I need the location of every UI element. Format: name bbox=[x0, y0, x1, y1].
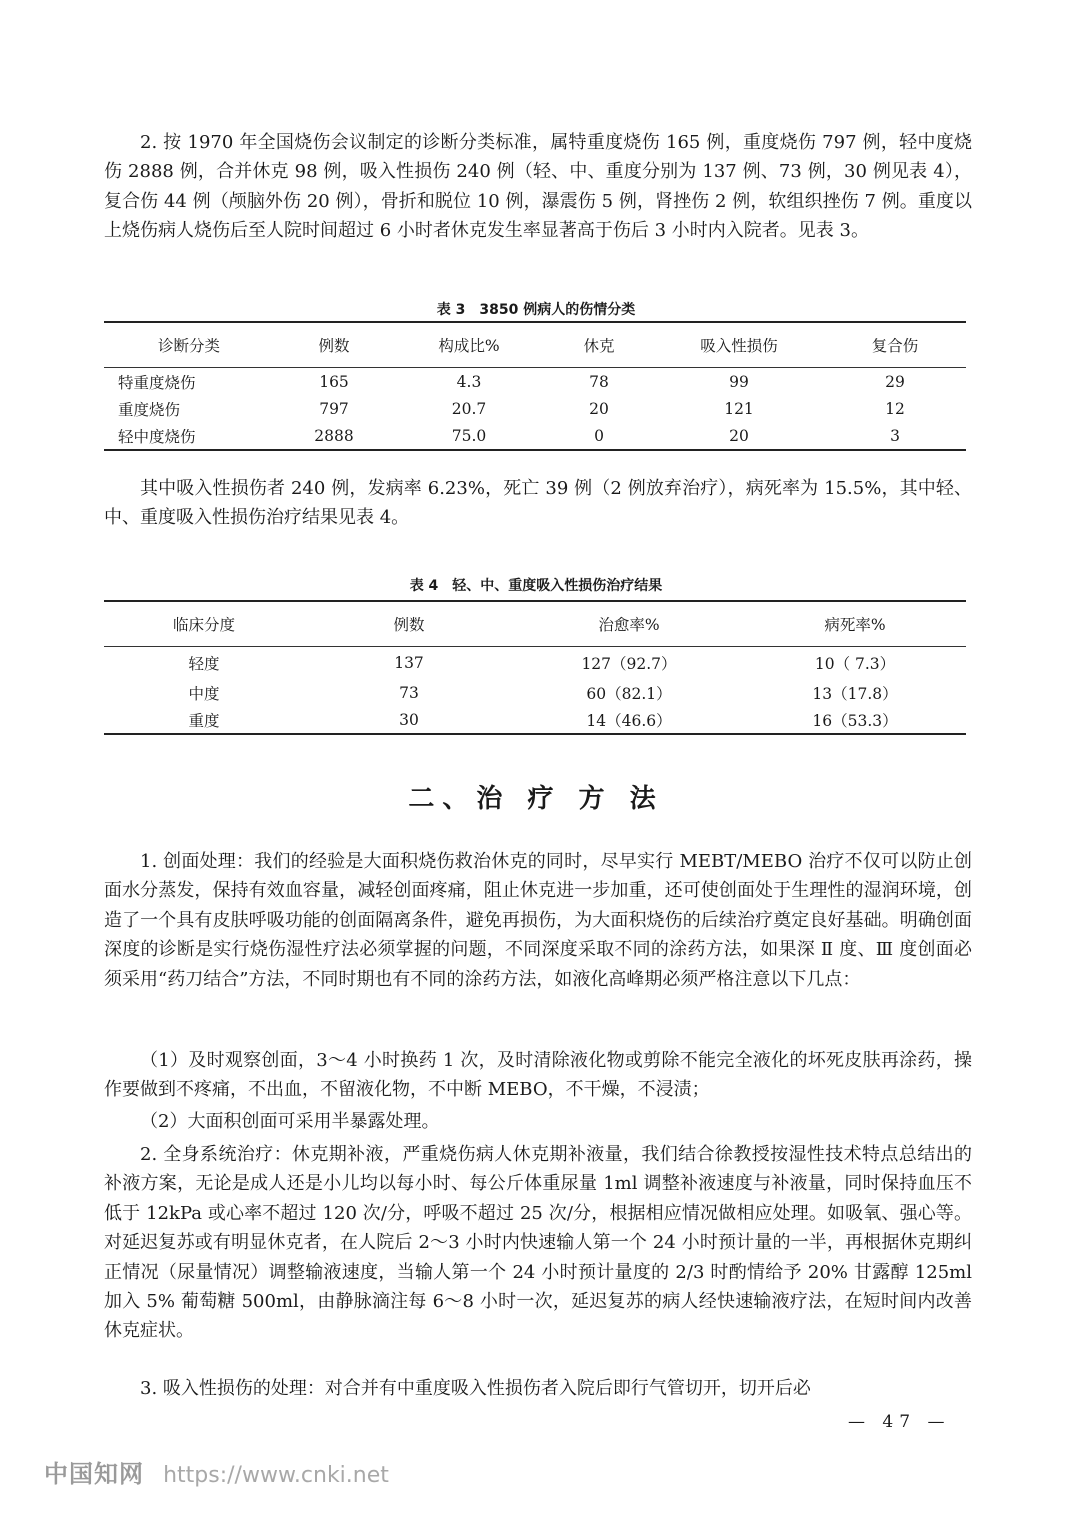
watermark-url: https://www.cnki.net bbox=[163, 1463, 389, 1488]
table3-header: 构成比% bbox=[394, 322, 544, 368]
table-cell: 75.0 bbox=[394, 422, 544, 450]
watermark-logo: 中国知网 bbox=[44, 1460, 144, 1488]
table4-header: 例数 bbox=[304, 601, 514, 647]
table-row bbox=[104, 395, 966, 422]
table4-caption: 表 4 轻、中、重度吸入性损伤治疗结果 bbox=[409, 578, 663, 594]
table-cell: 14（46.6） bbox=[514, 706, 744, 734]
table4-header: 临床分度 bbox=[104, 601, 304, 647]
table-row bbox=[104, 368, 966, 396]
table4-header: 病死率% bbox=[744, 601, 966, 647]
table3-header-row bbox=[104, 322, 966, 368]
table-cell: 重度 bbox=[104, 706, 304, 734]
watermark bbox=[44, 1454, 389, 1489]
table-cell: 4.3 bbox=[456, 372, 482, 391]
table-cell: 121 bbox=[724, 399, 754, 418]
paragraph-wound-care: 1. 创面处理：我们的经验是大面积烧伤救治休克的同时，尽早实行 MEBT/MEBO 治疗不仅可以防止创面水分蒸发，保持有效血容量，减轻创面疼痛，阻止休克进一步加重，还可使创面处于生理性的湿润环境，创造了一个具有皮肤呼吸功能的创面隔离条件，避免再损伤，为大面积烧伤的后续治疗奠定良好基础。明确创面深度的诊断是实行烧伤湿性疗法必须掌握的问题，不同深度采取不同的涂药方法，如果深 Ⅱ 度、Ⅲ 度创面必须采用“药刀结合”方法，不同时期也有不同的涂药方法，如液化高峰期必须严格注意以下几点： bbox=[104, 851, 972, 990]
paragraph-wound-care-item-2: （2）大面积创面可采用半暴露处理。 bbox=[140, 1111, 440, 1132]
table-cell: 165 bbox=[319, 372, 349, 391]
table-cell: 60（82.1） bbox=[586, 684, 672, 703]
table-row bbox=[104, 647, 966, 680]
paragraph-diagnosis: 2. 按 1970 年全国烧伤会议制定的诊断分类标准，属特重度烧伤 165 例，重度烧伤 797 例，轻中度烧伤 2888 例，合并休克 98 例，吸入性损伤 240 例（轻、中、重度分别为 137 例、73 例，30 例见表 4），复合伤 44 例（颅脑外伤 20 例），骨折和脱位 10 例，瀑震伤 5 例，肾挫伤 2 例，软组织挫伤 7 例。重度以上烧伤病人烧伤后至人院时间超过 6 小时者休克发生率显著高于伤后 3 小时内入院者。见表 3。 bbox=[104, 132, 972, 242]
table-row bbox=[104, 706, 966, 734]
table-cell: 797 bbox=[319, 399, 349, 418]
table4-header: 治愈率% bbox=[514, 601, 744, 647]
table-row bbox=[104, 679, 966, 706]
table-cell: 73 bbox=[399, 683, 419, 702]
table-cell: 0 bbox=[544, 422, 654, 450]
table-cell: 中度 bbox=[188, 684, 220, 703]
table-cell: 2888 bbox=[274, 422, 394, 450]
table-cell: 20 bbox=[589, 399, 609, 418]
table-cell: 10（ 7.3） bbox=[814, 655, 896, 673]
table-cell: 12 bbox=[885, 399, 905, 418]
table3-header: 吸入性损伤 bbox=[654, 322, 824, 368]
table3-header: 诊断分类 bbox=[104, 322, 274, 368]
table3-header: 复合伤 bbox=[824, 322, 966, 368]
table3-header: 例数 bbox=[274, 322, 394, 368]
table-cell: 99 bbox=[729, 372, 749, 391]
paragraph-inhalation-treatment: 3. 吸入性损伤的处理：对合并有中重度吸入性损伤者入院后即行气管切开，切开后必 bbox=[140, 1378, 811, 1399]
table-cell: 20.7 bbox=[451, 399, 487, 418]
paragraph-inhalation-injury: 其中吸入性损伤者 240 例，发病率 6.23%，死亡 39 例（2 例放弃治疗），病死率为 15.5%，其中轻、中、重度吸入性损伤治疗结果见表 4。 bbox=[104, 478, 972, 529]
table-cell: 20 bbox=[654, 422, 824, 450]
table3-caption: 表 3 3850 例病人的伤情分类 bbox=[436, 302, 636, 318]
table-cell: 13（17.8） bbox=[812, 684, 898, 703]
table-cell: 3 bbox=[824, 422, 966, 450]
table-cell: 29 bbox=[885, 372, 905, 391]
section-title: 二、治 疗 方 法 bbox=[408, 784, 664, 814]
table-row bbox=[104, 422, 966, 450]
paragraph-wound-care-item-1: （1）及时观察创面，3～4 小时换药 1 次，及时清除液化物或剪除不能完全液化的坏死皮肤再涂药，操作要做到不疼痛，不出血，不留液化物，不中断 MEBO，不干燥，不浸渍； bbox=[104, 1050, 972, 1101]
table4 bbox=[104, 600, 966, 735]
table4-header-row bbox=[104, 601, 966, 647]
table-cell: 重度烧伤 bbox=[118, 400, 181, 419]
table-cell: 特重度烧伤 bbox=[118, 373, 196, 392]
table-cell: 轻度 bbox=[188, 655, 220, 673]
table-cell: 78 bbox=[589, 372, 609, 391]
table-cell: 16（53.3） bbox=[744, 706, 966, 734]
table-cell: 30 bbox=[304, 706, 514, 734]
table3 bbox=[104, 321, 966, 451]
page-number: — 47 — bbox=[848, 1412, 951, 1432]
table-cell: 轻中度烧伤 bbox=[104, 422, 274, 450]
paragraph-systemic-treatment: 2. 全身系统治疗：休克期补液，严重烧伤病人休克期补液量，我们结合徐教授按湿性技术特点总结出的补液方案，无论是成人还是小儿均以每小时、每公斤体重尿量 1ml 调整补液速度与补液量，同时保持血压不低于 12kPa 或心率不超过 120 次/分，呼吸不超过 25 次/分，根据相应情况做相应处理。如吸氧、强心等。对延迟复苏或有明显休克者，在人院后 2～3 小时内快速输人第一个 24 小时预计量的一半，再根据休克期纠正情况（尿量情况）调整输液速度，当输人第一个 24 小时预计量度的 2/3 时酌情给予 20% 甘露醇 125ml 加入 5% 葡萄糖 500ml，由静脉滴注每 6～8 小时一次，延迟复苏的病人经快速输液疗法，在短时间内改善休克症状。 bbox=[104, 1144, 972, 1342]
table-cell: 127（92.7） bbox=[581, 655, 677, 673]
table-cell: 137 bbox=[394, 654, 424, 672]
table3-header: 休克 bbox=[544, 322, 654, 368]
